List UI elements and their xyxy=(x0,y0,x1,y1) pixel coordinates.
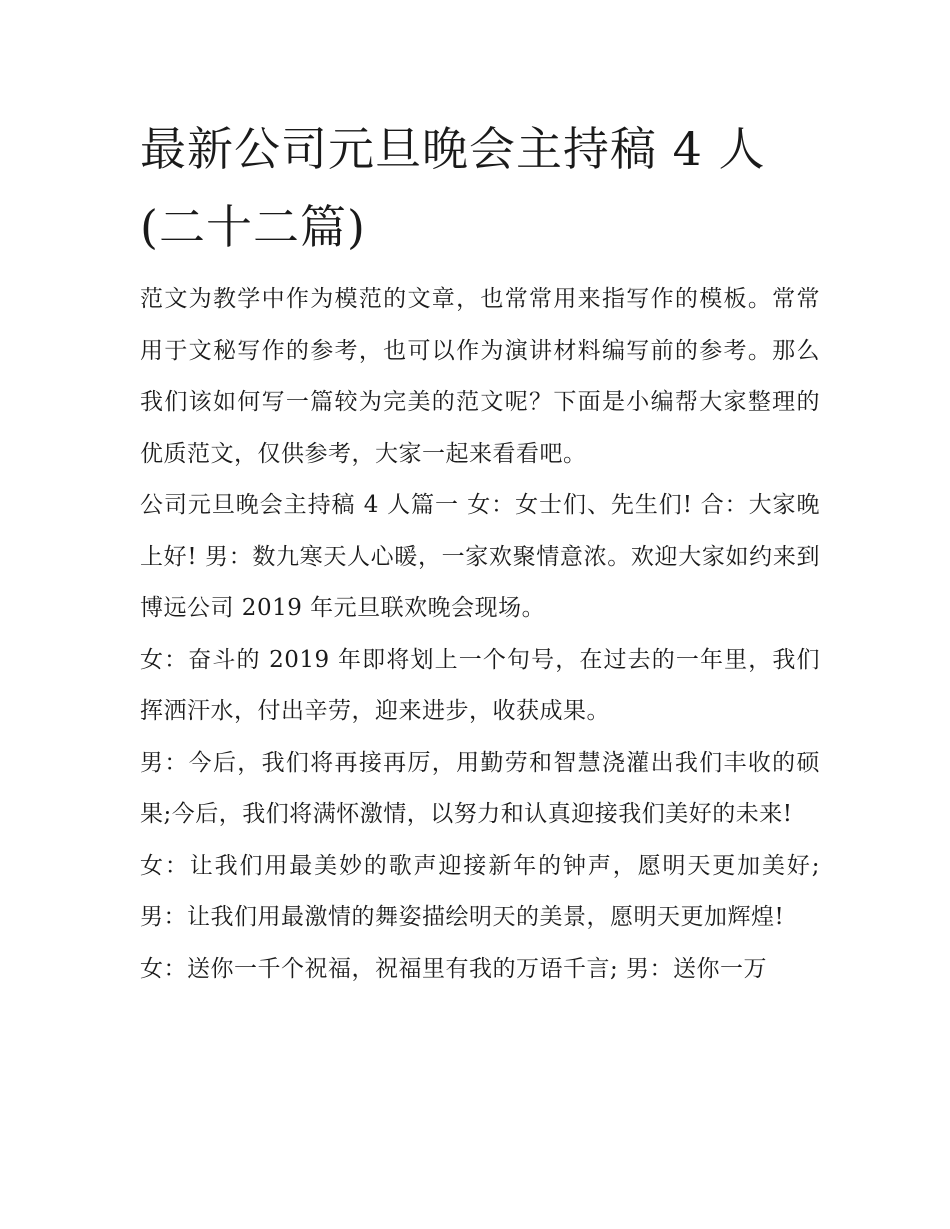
title-line-2: (二十二篇) xyxy=(140,200,366,254)
paragraph-intro: 范文为教学中作为模范的文章，也常常用来指写作的模板。常常用于文秘写作的参考，也可以作为演讲材料编写前的参考。那么我们该如何写一篇较为完美的范文呢？下面是小编帮大家整理的优质范文，仅供参考，大家一起来看看吧。 xyxy=(140,286,820,467)
paragraph-female-1: 女：奋斗的 2019 年即将划上一个句号，在过去的一年里，我们挥洒汗水，付出辛劳，迎来进步，收获成果。 xyxy=(140,646,820,724)
paragraph-female-2: 女：让我们用最美妙的歌声迎接新年的钟声，愿明天更加美好; 男：让我们用最激情的舞姿描绘明天的美景，愿明天更加辉煌! xyxy=(140,852,820,930)
document-page xyxy=(140,110,820,995)
paragraph-opening: 公司元旦晚会主持稿 4 人篇一 女：女士们、先生们! 合：大家晚上好! 男：数九寒天人心暖，一家欢聚情意浓。欢迎大家如约来到博远公司 2019 年元旦联欢晚会现场。 xyxy=(140,492,820,621)
paragraph-female-3: 女：送你一千个祝福，祝福里有我的万语千言; 男：送你一万 xyxy=(140,955,768,982)
title-line-1: 最新公司元旦晚会主持稿 4 人 xyxy=(140,122,766,176)
paragraph-male-1: 男：今后，我们将再接再厉，用勤劳和智慧浇灌出我们丰收的硕果;今后，我们将满怀激情，以努力和认真迎接我们美好的未来! xyxy=(140,749,820,827)
document-title xyxy=(140,110,820,266)
